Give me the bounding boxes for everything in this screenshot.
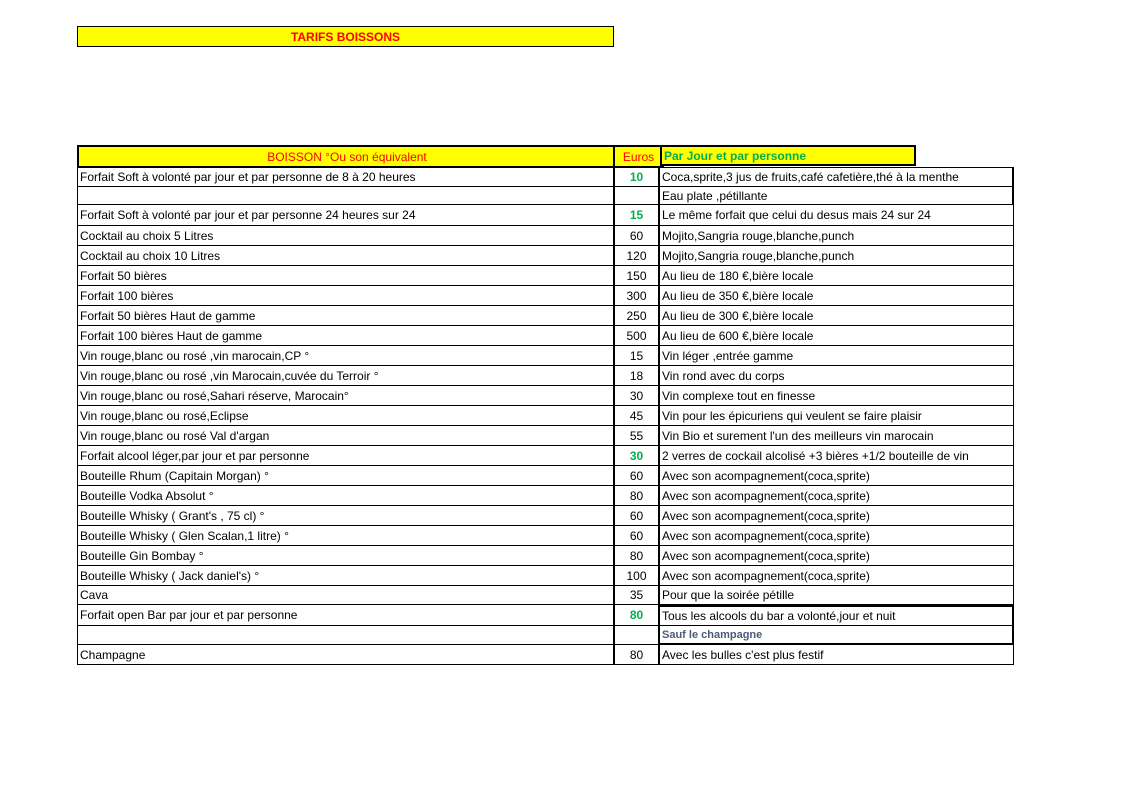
desc-cell: Vin pour les épicuriens qui veulent se faire plaisir bbox=[660, 406, 1014, 426]
drink-cell: Bouteille Rhum (Capitain Morgan) ° bbox=[77, 466, 613, 486]
drink-cell: Cava bbox=[77, 586, 613, 605]
table-row bbox=[77, 187, 1014, 205]
price-cell: 60 bbox=[613, 526, 660, 546]
price-cell: 80 bbox=[613, 645, 660, 665]
desc-cell: Avec son acompagnement(coca,sprite) bbox=[660, 566, 1014, 586]
price-cell: 35 bbox=[613, 586, 660, 605]
desc-cell: Avec son acompagnement(coca,sprite) bbox=[660, 486, 1014, 506]
price-cell: 300 bbox=[613, 286, 660, 306]
desc-cell: Le même forfait que celui du desus mais 24 sur 24 bbox=[660, 205, 1014, 226]
table-row bbox=[77, 306, 1014, 326]
desc-cell: Vin léger ,entrée gamme bbox=[660, 346, 1014, 366]
desc-cell: Vin rond avec du corps bbox=[660, 366, 1014, 386]
drink-cell: Bouteille Whisky ( Glen Scalan,1 litre) ° bbox=[77, 526, 613, 546]
drink-cell: Vin rouge,blanc ou rosé,Eclipse bbox=[77, 406, 613, 426]
price-cell: 30 bbox=[613, 386, 660, 406]
drink-cell: Forfait 100 bières bbox=[77, 286, 613, 306]
price-cell: 30 bbox=[613, 446, 660, 466]
table-row bbox=[77, 386, 1014, 406]
drink-cell: Forfait Soft à volonté par jour et par personne 24 heures sur 24 bbox=[77, 205, 613, 226]
drink-cell: Bouteille Gin Bombay ° bbox=[77, 546, 613, 566]
table-row bbox=[77, 446, 1014, 466]
desc-cell: Avec son acompagnement(coca,sprite) bbox=[660, 506, 1014, 526]
table-row bbox=[77, 466, 1014, 486]
drink-cell: Cocktail au choix 5 Litres bbox=[77, 226, 613, 246]
drink-cell: Vin rouge,blanc ou rosé ,vin Marocain,cuvée du Terroir ° bbox=[77, 366, 613, 386]
price-cell: 60 bbox=[613, 506, 660, 526]
drink-cell: Bouteille Whisky ( Jack daniel's) ° bbox=[77, 566, 613, 586]
desc-cell: Sauf le champagne bbox=[660, 626, 1014, 645]
price-cell: 55 bbox=[613, 426, 660, 446]
desc-cell: Au lieu de 300 €,bière locale bbox=[660, 306, 1014, 326]
table-row bbox=[77, 566, 1014, 586]
drink-cell bbox=[77, 626, 613, 645]
drink-cell: Champagne bbox=[77, 645, 613, 665]
price-cell: 100 bbox=[613, 566, 660, 586]
drink-cell: Vin rouge,blanc ou rosé ,vin marocain,CP ° bbox=[77, 346, 613, 366]
price-cell: 45 bbox=[613, 406, 660, 426]
drink-cell: Forfait open Bar par jour et par personne bbox=[77, 605, 613, 626]
price-table bbox=[77, 167, 1014, 665]
desc-cell: Mojito,Sangria rouge,blanche,punch bbox=[660, 246, 1014, 266]
price-cell: 500 bbox=[613, 326, 660, 346]
price-cell: 18 bbox=[613, 366, 660, 386]
price-cell: 15 bbox=[613, 205, 660, 226]
price-cell: 120 bbox=[613, 246, 660, 266]
desc-cell: Avec son acompagnement(coca,sprite) bbox=[660, 466, 1014, 486]
table-row bbox=[77, 426, 1014, 446]
table-row bbox=[77, 167, 1014, 187]
drink-cell bbox=[77, 187, 613, 205]
desc-cell: Au lieu de 600 €,bière locale bbox=[660, 326, 1014, 346]
desc-cell: Au lieu de 180 €,bière locale bbox=[660, 266, 1014, 286]
price-cell: 60 bbox=[613, 226, 660, 246]
desc-cell: Avec son acompagnement(coca,sprite) bbox=[660, 546, 1014, 566]
price-cell bbox=[613, 187, 660, 205]
drink-cell: Bouteille Whisky ( Grant's , 75 cl) ° bbox=[77, 506, 613, 526]
drink-cell: Cocktail au choix 10 Litres bbox=[77, 246, 613, 266]
drink-cell: Forfait 50 bières Haut de gamme bbox=[77, 306, 613, 326]
desc-cell: 2 verres de cockail alcolisé +3 bières +1/2 bouteille de vin bbox=[660, 446, 1014, 466]
table-row bbox=[77, 526, 1014, 546]
price-cell: 60 bbox=[613, 466, 660, 486]
table-row bbox=[77, 626, 1014, 645]
header-drink: BOISSON °Ou son équivalent bbox=[77, 145, 616, 168]
desc-cell: Coca,sprite,3 jus de fruits,café cafetière,thé à la menthe bbox=[660, 167, 1014, 187]
price-cell: 80 bbox=[613, 486, 660, 506]
table-row bbox=[77, 266, 1014, 286]
price-cell bbox=[613, 626, 660, 645]
table-row bbox=[77, 346, 1014, 366]
drink-cell: Forfait 50 bières bbox=[77, 266, 613, 286]
price-cell: 80 bbox=[613, 605, 660, 626]
table-row bbox=[77, 286, 1014, 306]
table-row bbox=[77, 506, 1014, 526]
table-row bbox=[77, 645, 1014, 665]
price-cell: 10 bbox=[613, 167, 660, 187]
table-row bbox=[77, 205, 1014, 226]
desc-cell: Pour que la soirée pétille bbox=[660, 586, 1014, 605]
table-row bbox=[77, 326, 1014, 346]
desc-cell: Tous les alcools du bar a volonté,jour et nuit bbox=[660, 605, 1014, 626]
drink-cell: Forfait 100 bières Haut de gamme bbox=[77, 326, 613, 346]
price-cell: 150 bbox=[613, 266, 660, 286]
table-row bbox=[77, 605, 1014, 626]
drink-cell: Vin rouge,blanc ou rosé,Sahari réserve, Marocain° bbox=[77, 386, 613, 406]
table-row bbox=[77, 366, 1014, 386]
drink-cell: Bouteille Vodka Absolut ° bbox=[77, 486, 613, 506]
header-note: Par Jour et par personne bbox=[660, 145, 916, 166]
header-euros: Euros bbox=[613, 145, 664, 168]
table-row bbox=[77, 226, 1014, 246]
price-cell: 80 bbox=[613, 546, 660, 566]
drink-cell: Forfait alcool léger,par jour et par personne bbox=[77, 446, 613, 466]
desc-cell: Vin complexe tout en finesse bbox=[660, 386, 1014, 406]
table-row bbox=[77, 586, 1014, 605]
desc-cell: Avec son acompagnement(coca,sprite) bbox=[660, 526, 1014, 546]
price-cell: 15 bbox=[613, 346, 660, 366]
table-row bbox=[77, 486, 1014, 506]
desc-cell: Au lieu de 350 €,bière locale bbox=[660, 286, 1014, 306]
page-title: TARIFS BOISSONS bbox=[77, 26, 614, 47]
drink-cell: Vin rouge,blanc ou rosé Val d'argan bbox=[77, 426, 613, 446]
desc-cell: Eau plate ,pétillante bbox=[660, 187, 1014, 205]
price-cell: 250 bbox=[613, 306, 660, 326]
table-row bbox=[77, 246, 1014, 266]
drink-cell: Forfait Soft à volonté par jour et par personne de 8 à 20 heures bbox=[77, 167, 613, 187]
desc-cell: Avec les bulles c'est plus festif bbox=[660, 645, 1014, 665]
table-row bbox=[77, 406, 1014, 426]
desc-cell: Vin Bio et surement l'un des meilleurs vin marocain bbox=[660, 426, 1014, 446]
table-row bbox=[77, 546, 1014, 566]
desc-cell: Mojito,Sangria rouge,blanche,punch bbox=[660, 226, 1014, 246]
